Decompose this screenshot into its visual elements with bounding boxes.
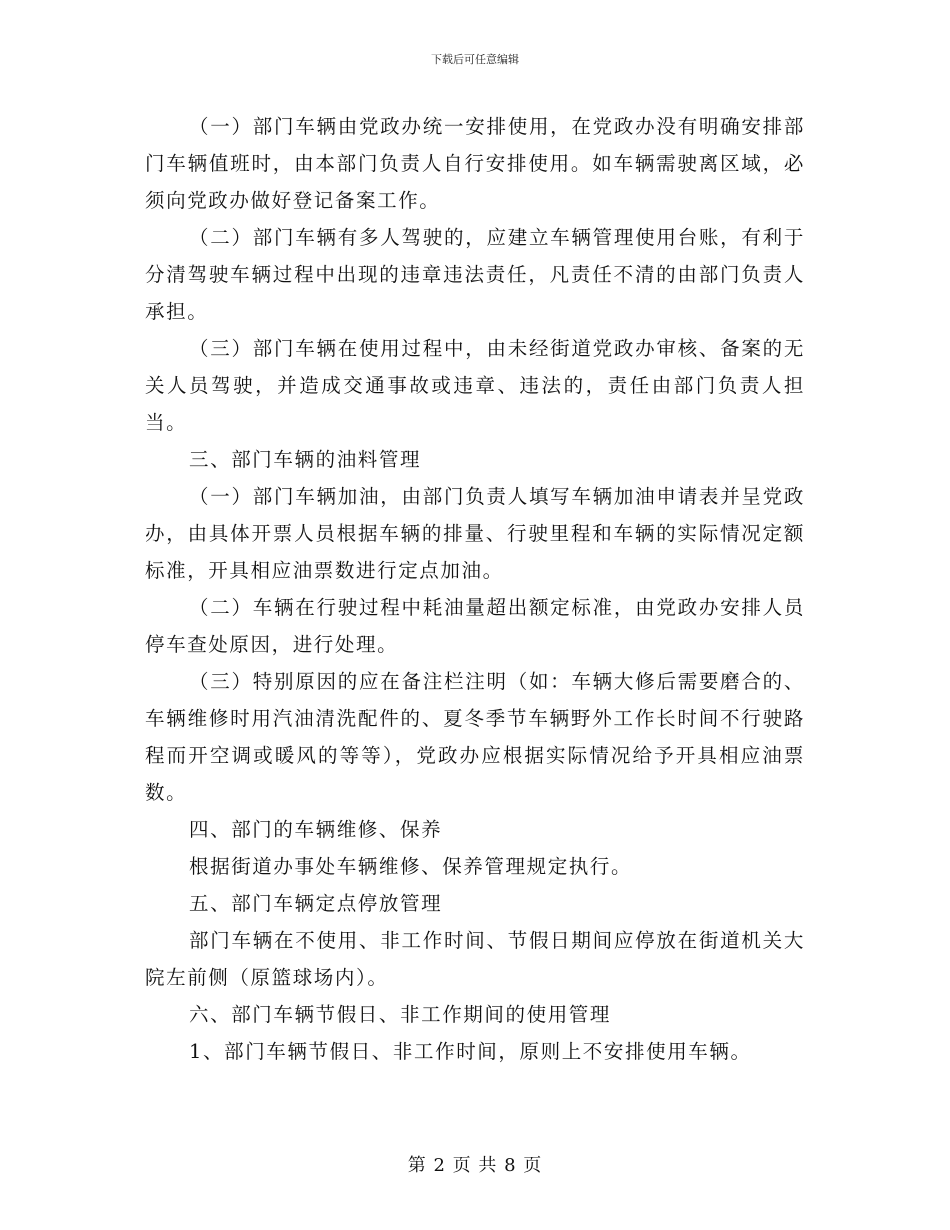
- paragraph-6-1: 1、部门车辆节假日、非工作时间，原则上不安排使用车辆。: [189, 1040, 752, 1063]
- section-heading-3: 三、部门车辆的油料管理: [189, 448, 422, 471]
- paragraph-1-1: （一）部门车辆由党政办统一安排使用，在党政办没有明确安排部门车辆值班时，由本部门负责人自行安排使用。如车辆需驶离区域，必须向党政办做好登记备案工作。: [145, 115, 805, 212]
- document-body: [145, 108, 805, 1070]
- paragraph-1-3: （三）部门车辆在使用过程中，由未经街道党政办审核、备案的无关人员驾驶，并造成交通事故或违章、违法的，责任由部门负责人担当。: [145, 337, 805, 434]
- page-number-footer: 第 2 页 共 8 页: [407, 1155, 543, 1176]
- paragraph-3-3: （三）特别原因的应在备注栏注明（如：车辆大修后需要磨合的、车辆维修时用汽油清洗配件的、夏冬季节车辆野外工作长时间不行驶路程而开空调或暖风的等等），党政办应根据实际情况给予开具相应油票数。: [145, 670, 805, 804]
- paragraph-4-1: 根据街道办事处车辆维修、保养管理规定执行。: [189, 855, 633, 878]
- section-heading-6: 六、部门车辆节假日、非工作期间的使用管理: [189, 1003, 612, 1026]
- paragraph-5-1: 部门车辆在不使用、非工作时间、节假日期间应停放在街道机关大院左前侧（原篮球场内）。: [145, 929, 805, 989]
- paragraph-3-1: （一）部门车辆加油，由部门负责人填写车辆加油申请表并呈党政办，由具体开票人员根据车辆的排量、行驶里程和车辆的实际情况定额标准，开具相应油票数进行定点加油。: [145, 485, 805, 582]
- section-heading-5: 五、部门车辆定点停放管理: [189, 892, 443, 915]
- page-header: 下载后可任意编辑: [431, 53, 519, 66]
- paragraph-3-2: （二）车辆在行驶过程中耗油量超出额定标准，由党政办安排人员停车查处原因，进行处理。: [145, 596, 805, 656]
- section-heading-4: 四、部门的车辆维修、保养: [189, 818, 443, 841]
- paragraph-1-2: （二）部门车辆有多人驾驶的，应建立车辆管理使用台账，有利于分清驾驶车辆过程中出现的违章违法责任，凡责任不清的由部门负责人承担。: [145, 226, 805, 323]
